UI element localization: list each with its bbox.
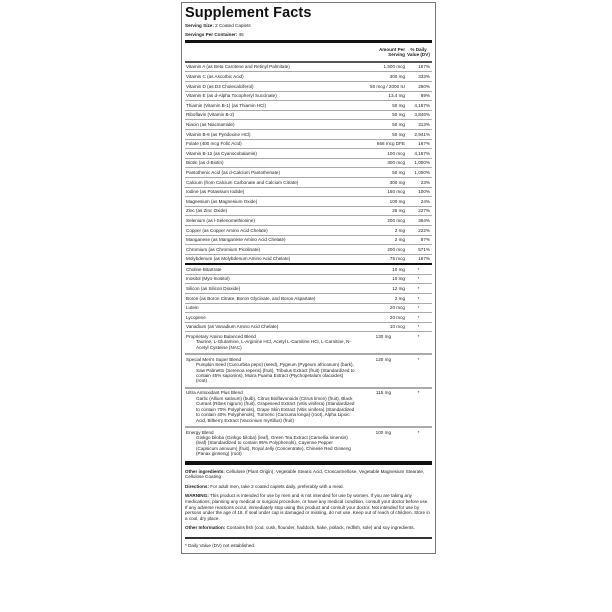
nutrient-name: Iodine (as Potassium Iodide) [186, 189, 245, 195]
nutrient-name: Selenium (as l-Selenomethionine) [186, 217, 255, 223]
nutrient-row [185, 226, 432, 236]
other-ingredients [185, 469, 432, 480]
label-title: Supplement Facts [185, 5, 312, 21]
nutrient-row [185, 188, 432, 198]
nutrient-row [185, 216, 432, 226]
nutrient-name: Vitamin D (as D3 Cholecalciferol) [186, 83, 254, 89]
divider-thick [185, 461, 432, 465]
daily-value: 333% [418, 74, 430, 79]
servings-per-container [185, 31, 432, 40]
amount-per-serving: 10 mcg [389, 324, 405, 330]
nutrient-row [185, 168, 432, 178]
nutrient-name: Molybdenum (as Molybdenum Amino Acid Chelate) [186, 256, 291, 262]
daily-value: 100% [418, 189, 430, 195]
daily-value: 167% [418, 64, 430, 70]
daily-value: 89% [420, 93, 430, 99]
daily-value: 87% [420, 237, 430, 243]
amount-per-serving: 2 mg [394, 237, 405, 243]
nutrient-row [185, 159, 432, 169]
amount-per-serving: 10 mg [392, 266, 405, 272]
blend-name: Energy Blend [186, 429, 214, 435]
daily-value: 24% [420, 198, 430, 204]
serving-size-label: Serving Size: [185, 23, 214, 28]
blend-row [185, 332, 432, 355]
warning [185, 493, 432, 521]
other-information-label: Other Information: [185, 525, 226, 531]
blend-row [185, 355, 432, 389]
nutrient-row [185, 323, 432, 333]
amount-per-serving: 115 mg [376, 390, 391, 396]
nutrient-name: Copper (as Copper Amino Acid Chelate) [186, 227, 268, 233]
amount-per-serving: 25 mg [392, 208, 405, 214]
amount-per-serving: 200 mcg [387, 217, 405, 223]
daily-value: 571% [418, 246, 430, 252]
daily-value: 364% [418, 217, 430, 223]
nutrient-row [185, 101, 432, 111]
nutrient-row [185, 120, 432, 130]
amount-per-serving: 50 mg [392, 112, 405, 118]
warning-label: WARNING: [185, 493, 209, 499]
daily-value: * [417, 305, 420, 311]
daily-value: 313% [418, 121, 430, 127]
blend-name-cell [186, 430, 355, 457]
nutrient-name: Folate (400 mcg Folic Acid) [186, 141, 242, 147]
nutrient-name: Thiamin (Vitamin B-1) (as Thiamin HCl) [186, 102, 266, 108]
amount-per-serving: 13.4 mg [388, 93, 405, 99]
nutrient-row [185, 111, 432, 121]
blends-section [185, 332, 432, 459]
blend-name-cell [186, 390, 355, 422]
amount-per-serving: 100 mg [389, 198, 405, 204]
amount-per-serving: 300 mg [389, 179, 405, 185]
nutrient-name: Manganese (as Manganese Amino Acid Chelate) [186, 237, 286, 243]
amount-per-serving: 20 mcg [389, 314, 405, 320]
nutrient-row [185, 265, 432, 275]
amount-per-serving: 100 mcg [387, 150, 405, 156]
daily-value: 1,000% [414, 160, 430, 166]
blend-ingredients: Ginkgo biloba (Ginkgo biloba) (leaf), Green Tea Extract (Camellia sinensis) (leaf) (Standardized to contain 95% Polyphenols), Cayenne Pepper (Capsicum annuum) (fruit), Royal Jelly (Concentrate), Chinese Red Ginseng (Panax ginseng) (root) [196, 434, 351, 457]
blend-row [185, 428, 432, 460]
supplement-facts-label [181, 2, 436, 554]
blend-name-cell [186, 357, 355, 384]
nutrient-row [185, 304, 432, 314]
nutrient-name: Pantothenic Acid (as d-Calcium Pantothenate) [186, 169, 280, 175]
daily-value: * [417, 334, 420, 340]
amount-per-serving: 300 mg [389, 74, 405, 79]
blend-name: Special Men's Super Blend [186, 356, 242, 362]
daily-value: * [417, 314, 420, 320]
nutrient-name: Boron (as Boron Citrate, Boron Glycinate, and Boron Aspartate) [186, 295, 316, 301]
nutrient-row [185, 294, 432, 304]
nutrient-row [185, 284, 432, 294]
other-information [185, 525, 432, 531]
daily-value: 4,167% [414, 150, 430, 156]
blend-name-cell [186, 334, 355, 350]
nutrient-name: Niacin (as Niacinamide) [186, 121, 235, 127]
serving-size-value: 2 Coated Caplets [215, 23, 251, 28]
daily-value: 2,941% [414, 131, 430, 137]
blend-ingredients: Taurine, L-Glutamine, L-Arginine HCl, Acetyl L-Carnitine HCl, L-Carnitine, N-Acetyl Cysteine (NAC) [196, 339, 351, 350]
nutrient-name: Zinc (as Zinc Oxide) [186, 208, 228, 214]
daily-value: 227% [418, 208, 430, 214]
blend-ingredients: Garlic (Allium sativum) (bulb), Citrus Bioflavonoids (Citrus limon) (fruit), Black Currant (Ribes nigrum) (fruit), Grapeseed Extract (Vitis vinifera) (Standardized to contain 70% Polyphenols), Grape Skin Extract (Vitis vinifera) (Standardized to contain 40% Polyphenols), Turmeric (Curcuma longa) (root), Alpha Lipoic Acid, Bilberry Extract (Vaccinium myrtillus) (fruit) [196, 395, 355, 423]
nutrient-row [185, 72, 432, 82]
nutrient-name: Vitamin B-6 (as Pyridoxine HCl) [186, 131, 251, 137]
nutrient-row [185, 197, 432, 207]
warning-text: This product is intended for use by men and is not intended for use by women. If you are taking any medications, planning any medical or surgical procedure, or have any medical condition, consult your doctor before use. If any adverse reactions occur, immediately stop using this product and consult your doctor. Not intended for use by persons under the age of 18. If seal under cap is damaged or missing, do not use. Keep out of reach of children. Store in a cool, dry place. [185, 493, 430, 521]
amount-per-serving: 10 mg [392, 276, 405, 282]
nutrient-name: Choline Bitartrate [186, 266, 222, 272]
daily-value: 1,000% [414, 169, 430, 175]
nutrient-name: Lutein [186, 305, 199, 311]
amount-per-serving: 100 mg [375, 429, 391, 435]
nutrient-row [185, 245, 432, 255]
nutrient-row [185, 149, 432, 159]
daily-value: * [417, 266, 420, 272]
daily-value: 4,167% [414, 102, 430, 108]
nutrient-row [185, 92, 432, 102]
daily-value: 222% [418, 227, 430, 233]
daily-value: 3,846% [414, 112, 430, 118]
amount-header: Amount Per Serving [378, 47, 405, 58]
nutrient-name: Lycopene [186, 314, 206, 320]
column-header [185, 43, 432, 61]
blend-row [185, 389, 432, 428]
daily-value: * [417, 390, 420, 396]
nutrient-row [185, 207, 432, 217]
directions [185, 484, 432, 490]
daily-value: 167% [418, 256, 430, 262]
nutrient-name: Vitamin A (as Beta Carotene and Retinyl Palmitate) [186, 64, 290, 70]
amount-per-serving: 50 mg [392, 169, 405, 175]
amount-per-serving: 2 mg [394, 295, 405, 301]
other-ingredients-label: Other ingredients: [185, 468, 225, 474]
footnote: * Daily Value (DV) not established. [185, 542, 256, 548]
nutrient-row [185, 275, 432, 285]
nutrient-name: Inositol (Myo-Inositol) [186, 276, 230, 282]
daily-value: * [417, 356, 420, 362]
amount-per-serving: 200 mcg [387, 246, 405, 252]
amount-per-serving: 50 mg [392, 131, 405, 137]
other-information-text: Contains fish (cod, cusk, flounder, haddock, hake, pollack, redfish, sole) and soy ingredients. [226, 525, 415, 531]
daily-value: * [417, 286, 420, 292]
blend-name: Proprietary Amino Balanced Blend [186, 334, 256, 340]
nutrient-row [185, 82, 432, 92]
directions-label: Directions: [185, 483, 209, 489]
daily-value: * [417, 429, 420, 435]
amount-per-serving: 20 mcg [389, 305, 405, 311]
nutrient-row [185, 313, 432, 323]
nutrient-name: Vanadium (as Vanadium Amino Acid Chelate) [186, 324, 279, 330]
daily-value: * [417, 276, 420, 282]
nutrient-name: Calcium (from Calcium Carbonate and Calcium Citrate) [186, 179, 299, 185]
serving-size [185, 22, 432, 31]
servings-per-container-value: 45 [238, 31, 244, 37]
vitamins-section [185, 63, 432, 263]
other-ingredients-text: Cellulose (Plant Origin), Vegetable Stearic Acid, Croscarmellose, Vegetable Magnesium Stearate, Cellulose Coating [185, 468, 425, 480]
other-nutrients-section [185, 265, 432, 332]
daily-value: 167% [418, 141, 430, 147]
nutrient-row [185, 63, 432, 73]
amount-per-serving: 1,500 mcg [383, 64, 405, 70]
nutrient-name: Magnesium (as Magnesium Oxide) [186, 198, 258, 204]
amount-per-serving: 666 mcg DFE [376, 141, 405, 147]
nutrient-row [185, 255, 432, 264]
amount-per-serving: 50 mg [392, 102, 405, 108]
daily-value: * [417, 324, 420, 330]
daily-value: * [417, 295, 420, 301]
amount-per-serving: 300 mcg [387, 160, 405, 166]
amount-per-serving: 50 mg [392, 121, 405, 127]
nutrient-name: Vitamin B-12 (as Cyanocobalamin) [186, 150, 257, 156]
nutrient-name: Chromium (as Chromium Picolinate) [186, 246, 261, 252]
directions-text: For adult men, take 2 coated caplets daily, preferably with a meal. [210, 483, 344, 489]
dv-header: % Daily Value (DV) [407, 47, 430, 58]
amount-per-serving: 150 mcg [387, 189, 405, 195]
daily-value: 23% [420, 179, 430, 185]
blend-name: Ultra Antioxidant Plus Blend [186, 390, 243, 396]
amount-per-serving: 12 mg [392, 286, 405, 292]
blend-ingredients: Pumpkin Seed (Curcurbita pepo) (seed), Pygeum (Pygeum africanum) (bark), Saw Palmetto (Serenoa repens) (fruit), Tribulus Extract (fruit) (Standardized to contain 45% saponins), Muira Puama Extract (Ptychopetalum olacoides) (root) [196, 362, 355, 384]
amount-per-serving: 2 mg [394, 227, 405, 233]
nutrient-name: Biotin (as d-Biotin) [186, 160, 224, 166]
amount-per-serving: 50 mcg / 2000 IU [370, 83, 405, 89]
nutrient-row [185, 130, 432, 140]
nutrient-name: Vitamin E (as d-Alpha Tocopheryl Succinate) [186, 93, 277, 99]
amount-per-serving: 120 mg [375, 356, 391, 362]
amount-per-serving: 75 mcg [389, 256, 405, 262]
nutrient-row [185, 236, 432, 246]
nutrient-row [185, 140, 432, 150]
nutrient-row [185, 178, 432, 188]
servings-per-container-label: Servings Per Container: [185, 31, 238, 37]
nutrient-name: Silicon (as Silicon Dioxide) [186, 286, 241, 292]
daily-value: 250% [418, 83, 430, 89]
nutrient-name: Vitamin C (as Ascorbic Acid) [186, 74, 244, 79]
nutrient-name: Riboflavin (Vitamin B-2) [186, 112, 235, 118]
amount-per-serving: 130 mg [375, 334, 391, 340]
